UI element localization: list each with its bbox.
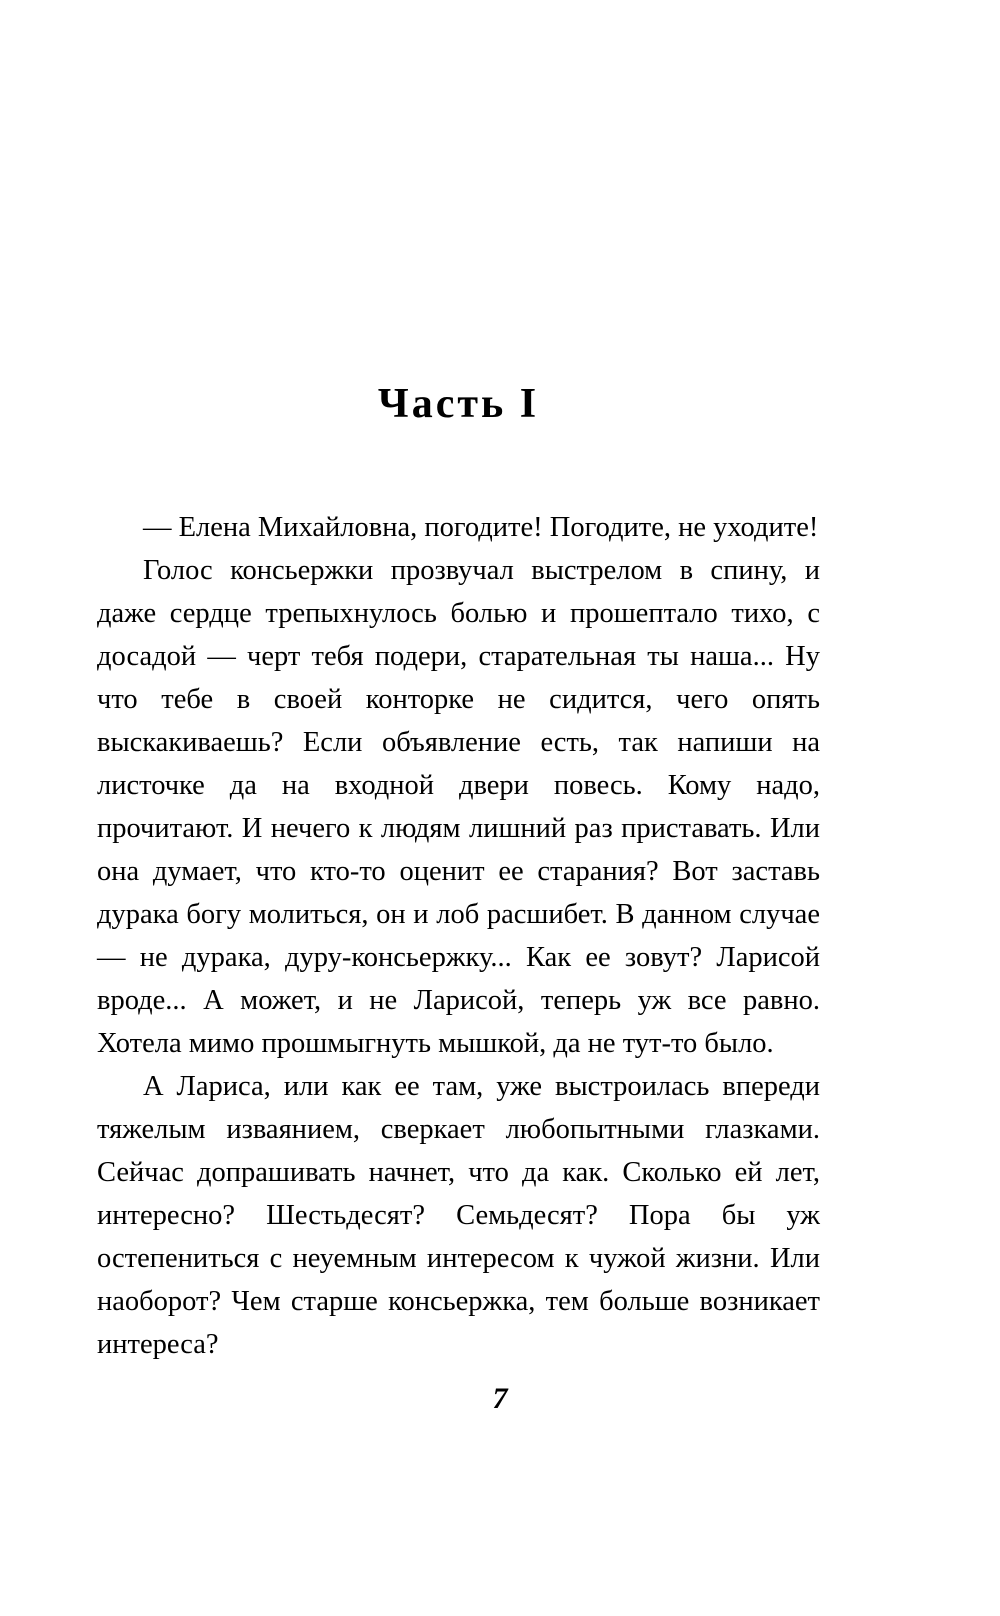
page-number: 7 [492, 1382, 508, 1415]
paragraph-3: А Лариса, или как ее там, уже выстроилась впереди тяжелым изваянием, сверкает любопытными глазками. Сейчас допрашивать начнет, что да как. Сколько ей лет, интересно? Шестьдесят? Семьдесят? Пора бы уж остепениться с неуемным интересом к чужой жизни. Или наоборот? Чем старше консьержка, тем больше возникает интереса? [97, 1071, 820, 1360]
body-text [97, 506, 820, 1366]
paragraph-2: Голос консьержки прозвучал выстрелом в спину, и даже сердце трепыхнулось болью и прошептало тихо, с досадой — черт тебя подери, старательная ты наша... Ну что тебе в своей конторке не сидится, чего опять выскакиваешь? Если объявление есть, так напиши на листочке да на входной двери повесь. Кому надо, прочитают. И нечего к людям лишний раз приставать. Или она думает, что кто-то оценит ее старания? Вот заставь дурака богу молиться, он и лоб расшибет. В данном случае — не дурака, дуру-консьержку... Как ее зовут? Ларисой вроде... А может, и не Ларисой, теперь уж все равно. Хотела мимо прошмыгнуть мышкой, да не тут-то было. [97, 555, 820, 1059]
part-title: Часть I [377, 381, 540, 427]
paragraph-1: — Елена Михайловна, погодите! Погодите, не уходите! [143, 512, 819, 543]
page-content [97, 380, 820, 1366]
